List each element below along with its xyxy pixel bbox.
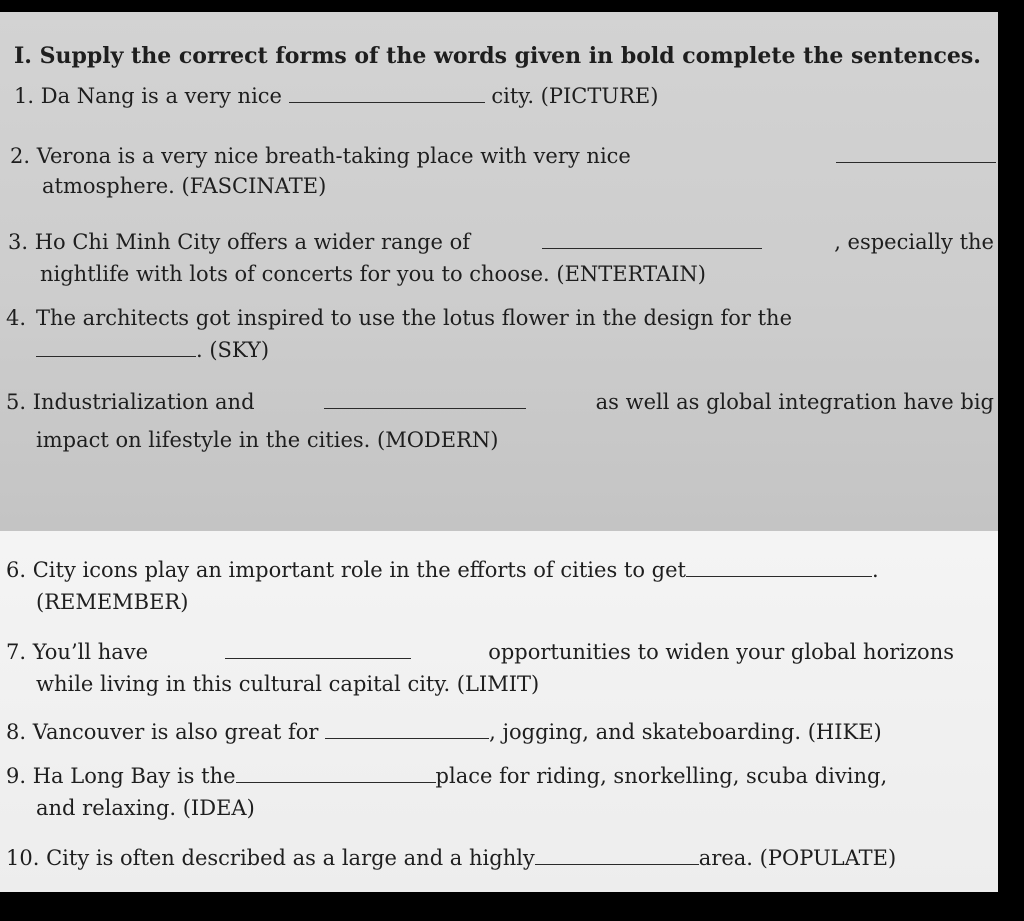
item-text: City is often described as a large and a highly xyxy=(46,846,535,870)
item-text: atmosphere. (FASCINATE) xyxy=(42,174,327,198)
answer-blank[interactable] xyxy=(225,640,411,659)
item-text: The architects got inspired to use the lotus flower in the design for the xyxy=(36,306,793,330)
exercise-item-5 xyxy=(6,386,994,418)
exercise-item-2-cont xyxy=(42,170,942,202)
item-number: 6. xyxy=(6,558,27,582)
answer-blank[interactable] xyxy=(542,230,762,249)
item-number: 7. xyxy=(6,640,27,664)
item-text: Industrialization and xyxy=(32,390,255,414)
item-text: city. (PICTURE) xyxy=(491,84,659,108)
item-text: as well as global integration have big xyxy=(595,390,994,414)
item-text: (REMEMBER) xyxy=(36,590,189,614)
item-text: area. (POPULATE) xyxy=(698,846,897,870)
item-text: place for riding, snorkelling, scuba diving, xyxy=(435,764,888,788)
exercise-title-text: I. Supply the correct forms of the words given in bold complete the sentences. xyxy=(14,43,981,69)
item-text: opportunities to widen your global horizons xyxy=(488,640,954,664)
item-number: 8. xyxy=(6,720,27,744)
exercise-item-7 xyxy=(6,636,954,668)
exercise-item-8 xyxy=(6,716,994,748)
item-text: and relaxing. (IDEA) xyxy=(36,796,255,820)
exercise-item-2 xyxy=(10,140,996,172)
worksheet-page xyxy=(0,12,998,892)
answer-blank[interactable] xyxy=(686,558,872,577)
exercise-item-3-cont xyxy=(40,258,940,290)
item-number: 10. xyxy=(6,846,40,870)
item-number: 4. xyxy=(6,306,27,330)
photo-bottom-border xyxy=(0,892,1024,921)
item-text: . xyxy=(871,558,879,582)
item-text: Vancouver is also great for xyxy=(32,720,319,744)
exercise-item-4 xyxy=(6,302,994,334)
exercise-item-9 xyxy=(6,760,994,792)
item-number: 5. xyxy=(6,390,27,414)
answer-blank[interactable] xyxy=(325,720,489,739)
item-number: 3. xyxy=(8,230,29,254)
exercise-item-9-cont xyxy=(36,792,636,824)
exercise-item-7-cont xyxy=(36,668,936,700)
item-text: impact on lifestyle in the cities. (MODERN) xyxy=(36,428,499,452)
item-number: 1. xyxy=(14,84,35,108)
answer-blank[interactable] xyxy=(289,84,485,103)
item-text: Da Nang is a very nice xyxy=(40,84,282,108)
item-text: while living in this cultural capital city. (LIMIT) xyxy=(36,672,540,696)
item-text: , jogging, and skateboarding. (HIKE) xyxy=(489,720,882,744)
item-text: You’ll have xyxy=(32,640,149,664)
exercise-item-1 xyxy=(14,80,814,112)
answer-blank[interactable] xyxy=(535,846,699,865)
item-number: 2. xyxy=(10,144,31,168)
item-text: Verona is a very nice breath-taking place with very nice xyxy=(36,144,631,168)
exercise-title xyxy=(14,40,994,72)
exercise-item-6-cont xyxy=(36,586,436,618)
item-text: Ho Chi Minh City offers a wider range of xyxy=(34,230,471,254)
exercise-item-3 xyxy=(8,226,994,258)
answer-blank[interactable] xyxy=(324,390,526,409)
exercise-item-10 xyxy=(6,842,994,874)
answer-blank[interactable] xyxy=(236,764,436,783)
item-text: City icons play an important role in the efforts of cities to get xyxy=(32,558,686,582)
exercise-item-4-cont xyxy=(36,334,436,366)
exercise-item-5-cont xyxy=(36,424,936,456)
answer-blank[interactable] xyxy=(36,338,196,357)
item-text: nightlife with lots of concerts for you to choose. (ENTERTAIN) xyxy=(40,262,706,286)
item-text: . (SKY) xyxy=(196,338,270,362)
item-number: 9. xyxy=(6,764,27,788)
item-text: Ha Long Bay is the xyxy=(32,764,236,788)
answer-blank[interactable] xyxy=(836,144,996,163)
item-text: , especially the xyxy=(834,230,994,254)
exercise-item-6 xyxy=(6,554,994,586)
